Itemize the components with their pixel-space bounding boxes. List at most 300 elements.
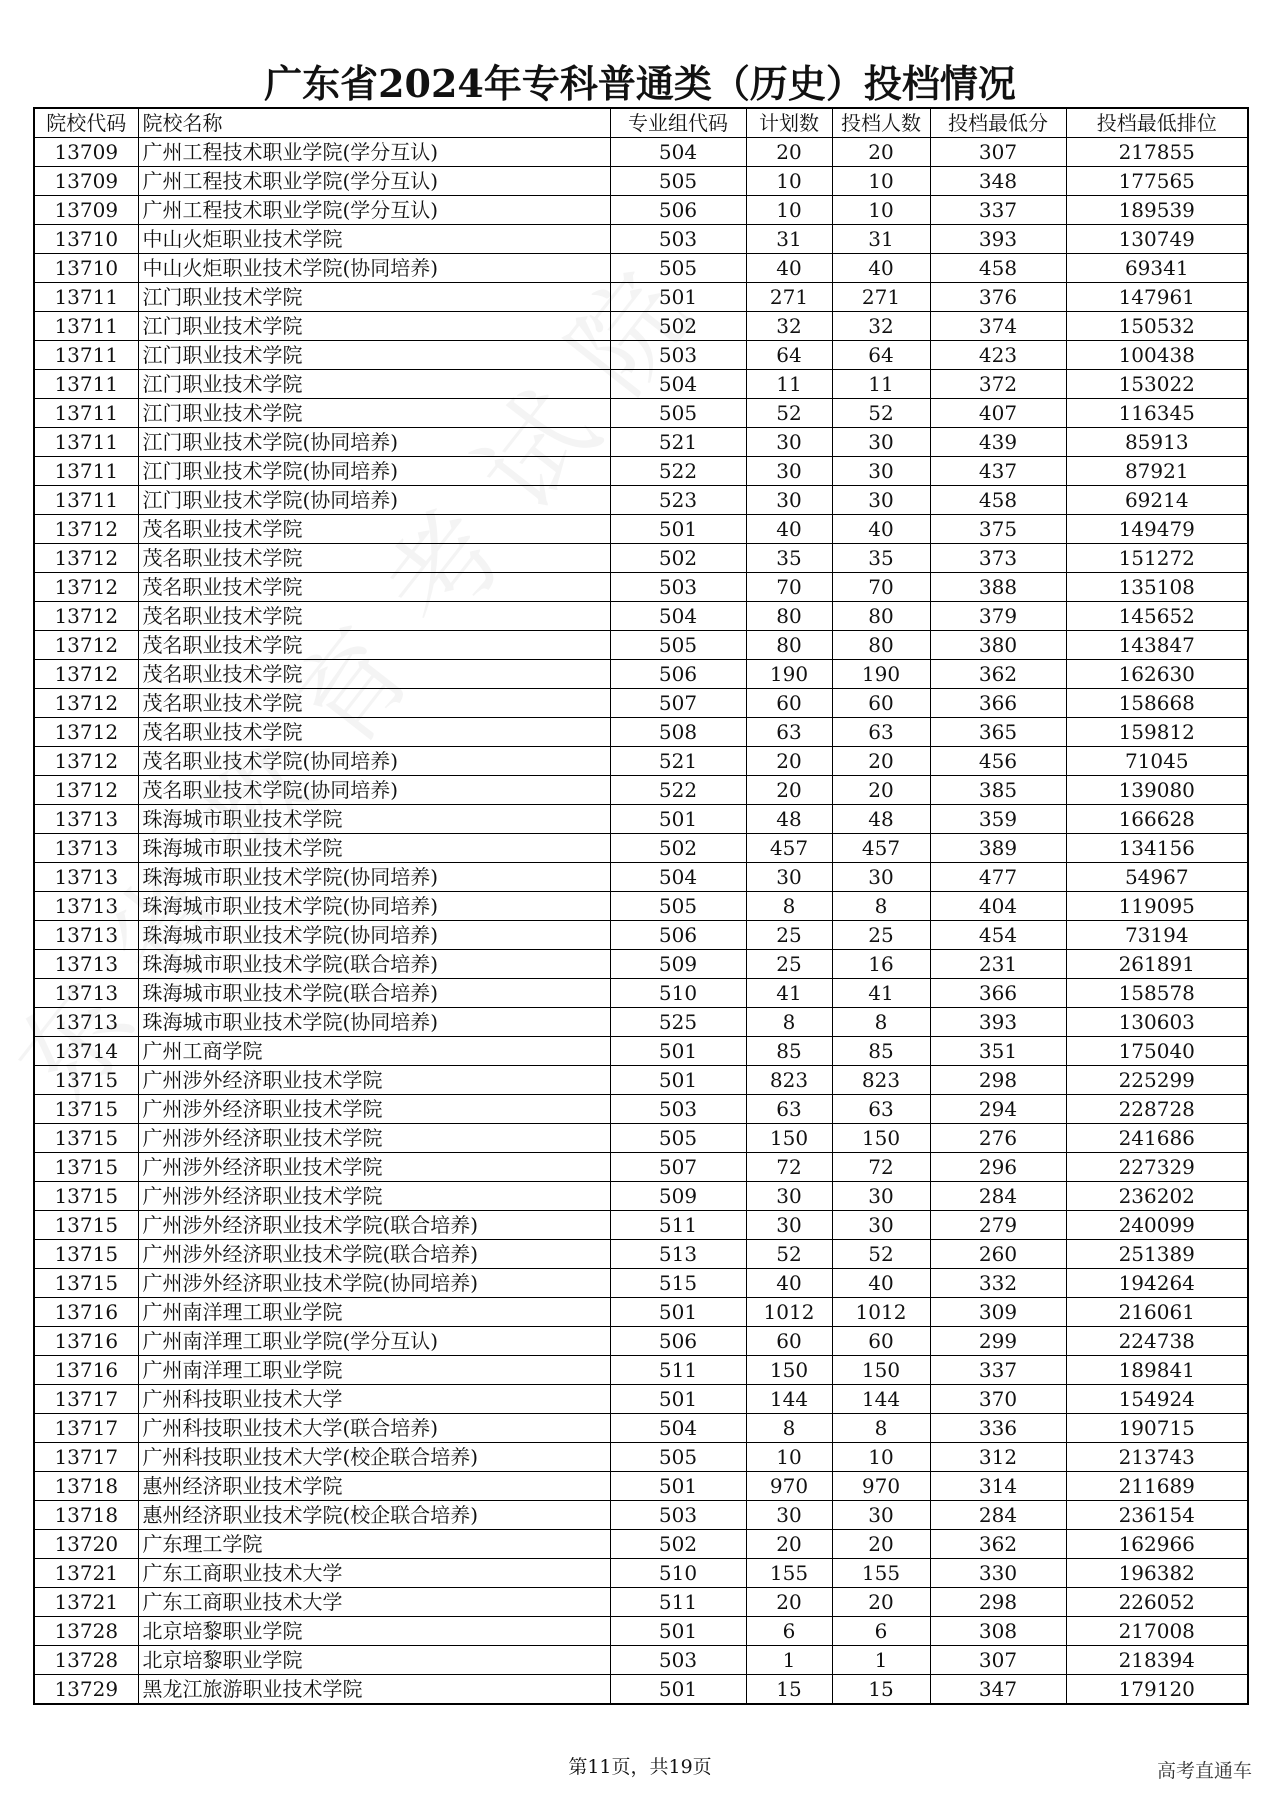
- table-row: [34, 1037, 1248, 1066]
- cell-school-name: 广州南洋理工职业学院: [138, 1356, 610, 1385]
- cell-min-score: 314: [930, 1472, 1066, 1501]
- cell-min-score: 389: [930, 834, 1066, 863]
- cell-school-code: 13713: [34, 892, 138, 921]
- cell-plan-count: 80: [746, 631, 832, 660]
- cell-min-rank: 177565: [1066, 167, 1248, 196]
- cell-plan-count: 271: [746, 283, 832, 312]
- cell-group-code: 501: [610, 515, 746, 544]
- cell-group-code: 522: [610, 457, 746, 486]
- cell-admitted-count: 150: [832, 1124, 930, 1153]
- cell-min-score: 454: [930, 921, 1066, 950]
- cell-min-score: 336: [930, 1414, 1066, 1443]
- table-row: [34, 1530, 1248, 1559]
- cell-admitted-count: 63: [832, 718, 930, 747]
- table-row: [34, 486, 1248, 515]
- cell-school-code: 13717: [34, 1414, 138, 1443]
- cell-admitted-count: 1: [832, 1646, 930, 1675]
- cell-plan-count: 823: [746, 1066, 832, 1095]
- cell-school-code: 13712: [34, 631, 138, 660]
- cell-admitted-count: 80: [832, 631, 930, 660]
- cell-min-rank: 218394: [1066, 1646, 1248, 1675]
- cell-min-score: 458: [930, 254, 1066, 283]
- cell-min-score: 276: [930, 1124, 1066, 1153]
- cell-min-score: 312: [930, 1443, 1066, 1472]
- cell-group-code: 504: [610, 1414, 746, 1443]
- cell-min-score: 388: [930, 573, 1066, 602]
- cell-admitted-count: 31: [832, 225, 930, 254]
- cell-group-code: 504: [610, 370, 746, 399]
- cell-school-code: 13712: [34, 602, 138, 631]
- cell-min-rank: 189539: [1066, 196, 1248, 225]
- cell-plan-count: 1012: [746, 1298, 832, 1327]
- cell-plan-count: 41: [746, 979, 832, 1008]
- cell-min-rank: 226052: [1066, 1588, 1248, 1617]
- table-row: [34, 1443, 1248, 1472]
- cell-admitted-count: 10: [832, 196, 930, 225]
- header-min-score: 投档最低分: [930, 108, 1066, 138]
- table-row: [34, 457, 1248, 486]
- cell-plan-count: 155: [746, 1559, 832, 1588]
- cell-admitted-count: 30: [832, 486, 930, 515]
- table-row: [34, 225, 1248, 254]
- cell-min-score: 307: [930, 1646, 1066, 1675]
- table-row: [34, 1472, 1248, 1501]
- cell-admitted-count: 20: [832, 1530, 930, 1559]
- cell-school-name: 广州涉外经济职业技术学院(联合培养): [138, 1240, 610, 1269]
- cell-school-code: 13711: [34, 370, 138, 399]
- cell-admitted-count: 30: [832, 1211, 930, 1240]
- cell-school-code: 13716: [34, 1356, 138, 1385]
- cell-min-rank: 211689: [1066, 1472, 1248, 1501]
- table-row: [34, 660, 1248, 689]
- cell-min-rank: 100438: [1066, 341, 1248, 370]
- table-row: [34, 254, 1248, 283]
- cell-school-name: 惠州经济职业技术学院(校企联合培养): [138, 1501, 610, 1530]
- table-row: [34, 979, 1248, 1008]
- cell-school-name: 珠海城市职业技术学院(协同培养): [138, 892, 610, 921]
- cell-group-code: 503: [610, 341, 746, 370]
- cell-plan-count: 30: [746, 1211, 832, 1240]
- table-row: [34, 718, 1248, 747]
- cell-school-code: 13714: [34, 1037, 138, 1066]
- cell-school-code: 13713: [34, 921, 138, 950]
- cell-min-rank: 147961: [1066, 283, 1248, 312]
- cell-admitted-count: 40: [832, 1269, 930, 1298]
- cell-school-name: 北京培黎职业学院: [138, 1617, 610, 1646]
- cell-school-code: 13718: [34, 1501, 138, 1530]
- cell-min-score: 351: [930, 1037, 1066, 1066]
- header-school-code: 院校代码: [34, 108, 138, 138]
- cell-min-score: 376: [930, 283, 1066, 312]
- cell-admitted-count: 35: [832, 544, 930, 573]
- cell-min-score: 362: [930, 660, 1066, 689]
- cell-group-code: 502: [610, 312, 746, 341]
- cell-school-name: 广州涉外经济职业技术学院: [138, 1124, 610, 1153]
- cell-min-score: 372: [930, 370, 1066, 399]
- table-row: [34, 399, 1248, 428]
- cell-school-code: 13716: [34, 1327, 138, 1356]
- cell-min-rank: 158668: [1066, 689, 1248, 718]
- cell-school-name: 茂名职业技术学院: [138, 689, 610, 718]
- table-row: [34, 863, 1248, 892]
- cell-school-code: 13715: [34, 1095, 138, 1124]
- cell-group-code: 504: [610, 863, 746, 892]
- cell-min-rank: 69341: [1066, 254, 1248, 283]
- cell-min-score: 393: [930, 1008, 1066, 1037]
- cell-admitted-count: 20: [832, 776, 930, 805]
- cell-min-score: 284: [930, 1182, 1066, 1211]
- cell-school-code: 13713: [34, 979, 138, 1008]
- table-row: [34, 776, 1248, 805]
- cell-school-name: 广东理工学院: [138, 1530, 610, 1559]
- table-row: [34, 167, 1248, 196]
- cell-school-name: 江门职业技术学院(协同培养): [138, 486, 610, 515]
- cell-plan-count: 60: [746, 1327, 832, 1356]
- page-number: 第11页，共19页: [568, 1756, 712, 1778]
- cell-group-code: 505: [610, 254, 746, 283]
- cell-min-rank: 149479: [1066, 515, 1248, 544]
- table-row: [34, 1646, 1248, 1675]
- cell-school-name: 广州涉外经济职业技术学院: [138, 1153, 610, 1182]
- header-plan-count: 计划数: [746, 108, 832, 138]
- cell-school-code: 13717: [34, 1443, 138, 1472]
- cell-min-rank: 213743: [1066, 1443, 1248, 1472]
- cell-school-name: 茂名职业技术学院: [138, 573, 610, 602]
- cell-min-rank: 150532: [1066, 312, 1248, 341]
- cell-min-rank: 251389: [1066, 1240, 1248, 1269]
- admission-table: [33, 107, 1249, 1705]
- table-row: [34, 689, 1248, 718]
- table-row: [34, 602, 1248, 631]
- cell-min-score: 309: [930, 1298, 1066, 1327]
- cell-school-code: 13712: [34, 776, 138, 805]
- cell-min-score: 294: [930, 1095, 1066, 1124]
- cell-group-code: 504: [610, 138, 746, 167]
- cell-min-score: 337: [930, 1356, 1066, 1385]
- cell-admitted-count: 30: [832, 863, 930, 892]
- table-row: [34, 1327, 1248, 1356]
- cell-admitted-count: 30: [832, 1182, 930, 1211]
- cell-min-score: 379: [930, 602, 1066, 631]
- cell-school-name: 中山火炬职业技术学院: [138, 225, 610, 254]
- cell-plan-count: 85: [746, 1037, 832, 1066]
- cell-school-code: 13710: [34, 225, 138, 254]
- cell-plan-count: 190: [746, 660, 832, 689]
- cell-plan-count: 52: [746, 399, 832, 428]
- cell-plan-count: 6: [746, 1617, 832, 1646]
- table-row: [34, 138, 1248, 167]
- cell-school-name: 惠州经济职业技术学院: [138, 1472, 610, 1501]
- cell-school-code: 13713: [34, 834, 138, 863]
- cell-admitted-count: 190: [832, 660, 930, 689]
- cell-min-score: 370: [930, 1385, 1066, 1414]
- cell-min-rank: 196382: [1066, 1559, 1248, 1588]
- cell-school-name: 江门职业技术学院: [138, 312, 610, 341]
- cell-min-rank: 227329: [1066, 1153, 1248, 1182]
- cell-school-code: 13721: [34, 1588, 138, 1617]
- cell-plan-count: 8: [746, 1414, 832, 1443]
- cell-school-name: 茂名职业技术学院: [138, 631, 610, 660]
- cell-min-rank: 119095: [1066, 892, 1248, 921]
- cell-school-name: 广州涉外经济职业技术学院(联合培养): [138, 1211, 610, 1240]
- cell-plan-count: 10: [746, 167, 832, 196]
- cell-min-score: 231: [930, 950, 1066, 979]
- cell-group-code: 525: [610, 1008, 746, 1037]
- table-row: [34, 544, 1248, 573]
- table-row: [34, 1588, 1248, 1617]
- cell-school-code: 13715: [34, 1240, 138, 1269]
- cell-min-score: 439: [930, 428, 1066, 457]
- cell-school-name: 珠海城市职业技术学院(协同培养): [138, 863, 610, 892]
- cell-group-code: 523: [610, 486, 746, 515]
- brand-label: 高考直通车: [1156, 1760, 1252, 1782]
- cell-admitted-count: 70: [832, 573, 930, 602]
- cell-school-code: 13713: [34, 805, 138, 834]
- cell-min-rank: 175040: [1066, 1037, 1248, 1066]
- cell-admitted-count: 144: [832, 1385, 930, 1414]
- cell-school-code: 13717: [34, 1385, 138, 1414]
- cell-min-score: 423: [930, 341, 1066, 370]
- cell-plan-count: 10: [746, 1443, 832, 1472]
- page-title: 广东省2024年专科普通类（历史）投档情况: [264, 61, 1016, 106]
- cell-min-rank: 166628: [1066, 805, 1248, 834]
- cell-group-code: 503: [610, 225, 746, 254]
- cell-min-rank: 130749: [1066, 225, 1248, 254]
- header-school-name: 院校名称: [138, 108, 610, 138]
- cell-min-rank: 151272: [1066, 544, 1248, 573]
- cell-min-rank: 162630: [1066, 660, 1248, 689]
- cell-min-rank: 73194: [1066, 921, 1248, 950]
- cell-min-rank: 135108: [1066, 573, 1248, 602]
- cell-school-name: 北京培黎职业学院: [138, 1646, 610, 1675]
- cell-school-code: 13711: [34, 283, 138, 312]
- cell-admitted-count: 6: [832, 1617, 930, 1646]
- cell-min-rank: 236154: [1066, 1501, 1248, 1530]
- cell-group-code: 509: [610, 1182, 746, 1211]
- cell-plan-count: 40: [746, 254, 832, 283]
- cell-plan-count: 30: [746, 1501, 832, 1530]
- cell-admitted-count: 41: [832, 979, 930, 1008]
- cell-admitted-count: 80: [832, 602, 930, 631]
- cell-plan-count: 52: [746, 1240, 832, 1269]
- cell-min-score: 330: [930, 1559, 1066, 1588]
- cell-admitted-count: 155: [832, 1559, 930, 1588]
- cell-group-code: 505: [610, 1443, 746, 1472]
- cell-min-rank: 190715: [1066, 1414, 1248, 1443]
- cell-min-score: 348: [930, 167, 1066, 196]
- cell-school-name: 中山火炬职业技术学院(协同培养): [138, 254, 610, 283]
- cell-school-code: 13720: [34, 1530, 138, 1559]
- cell-school-code: 13718: [34, 1472, 138, 1501]
- table-row: [34, 341, 1248, 370]
- cell-plan-count: 72: [746, 1153, 832, 1182]
- cell-school-code: 13711: [34, 457, 138, 486]
- cell-group-code: 501: [610, 1066, 746, 1095]
- cell-admitted-count: 85: [832, 1037, 930, 1066]
- table-row: [34, 805, 1248, 834]
- cell-group-code: 507: [610, 689, 746, 718]
- cell-admitted-count: 10: [832, 167, 930, 196]
- cell-school-name: 黑龙江旅游职业技术学院: [138, 1675, 610, 1705]
- table-row: [34, 1617, 1248, 1646]
- table-row: [34, 1124, 1248, 1153]
- cell-school-code: 13715: [34, 1182, 138, 1211]
- cell-group-code: 508: [610, 718, 746, 747]
- cell-min-score: 284: [930, 1501, 1066, 1530]
- cell-admitted-count: 63: [832, 1095, 930, 1124]
- cell-min-score: 337: [930, 196, 1066, 225]
- table-row: [34, 892, 1248, 921]
- cell-min-score: 374: [930, 312, 1066, 341]
- cell-school-code: 13712: [34, 573, 138, 602]
- cell-admitted-count: 271: [832, 283, 930, 312]
- cell-school-code: 13715: [34, 1066, 138, 1095]
- header-admitted-count: 投档人数: [832, 108, 930, 138]
- cell-school-code: 13709: [34, 167, 138, 196]
- cell-school-code: 13711: [34, 486, 138, 515]
- cell-admitted-count: 30: [832, 428, 930, 457]
- table-row: [34, 312, 1248, 341]
- cell-plan-count: 150: [746, 1124, 832, 1153]
- cell-min-rank: 69214: [1066, 486, 1248, 515]
- cell-school-code: 13712: [34, 515, 138, 544]
- cell-min-score: 366: [930, 979, 1066, 1008]
- cell-school-name: 广州科技职业技术大学(联合培养): [138, 1414, 610, 1443]
- cell-min-rank: 217855: [1066, 138, 1248, 167]
- cell-min-rank: 143847: [1066, 631, 1248, 660]
- cell-school-name: 广州南洋理工职业学院: [138, 1298, 610, 1327]
- cell-school-code: 13715: [34, 1153, 138, 1182]
- table-row: [34, 1153, 1248, 1182]
- cell-admitted-count: 8: [832, 892, 930, 921]
- table-row: [34, 196, 1248, 225]
- cell-plan-count: 20: [746, 138, 832, 167]
- cell-admitted-count: 40: [832, 254, 930, 283]
- cell-admitted-count: 457: [832, 834, 930, 863]
- cell-school-name: 珠海城市职业技术学院(联合培养): [138, 979, 610, 1008]
- cell-plan-count: 25: [746, 950, 832, 979]
- cell-school-name: 茂名职业技术学院: [138, 515, 610, 544]
- cell-group-code: 522: [610, 776, 746, 805]
- cell-group-code: 503: [610, 1095, 746, 1124]
- cell-min-rank: 217008: [1066, 1617, 1248, 1646]
- cell-min-rank: 154924: [1066, 1385, 1248, 1414]
- cell-school-name: 广州工程技术职业学院(学分互认): [138, 196, 610, 225]
- table-row: [34, 834, 1248, 863]
- table-row: [34, 1066, 1248, 1095]
- table-row: [34, 573, 1248, 602]
- cell-min-rank: 216061: [1066, 1298, 1248, 1327]
- cell-plan-count: 80: [746, 602, 832, 631]
- cell-group-code: 505: [610, 167, 746, 196]
- cell-plan-count: 20: [746, 747, 832, 776]
- cell-plan-count: 15: [746, 1675, 832, 1705]
- cell-group-code: 501: [610, 1385, 746, 1414]
- cell-group-code: 502: [610, 834, 746, 863]
- cell-school-code: 13715: [34, 1124, 138, 1153]
- cell-plan-count: 30: [746, 428, 832, 457]
- table-row: [34, 515, 1248, 544]
- cell-admitted-count: 20: [832, 138, 930, 167]
- cell-min-rank: 116345: [1066, 399, 1248, 428]
- cell-group-code: 505: [610, 892, 746, 921]
- cell-group-code: 504: [610, 602, 746, 631]
- cell-plan-count: 8: [746, 892, 832, 921]
- cell-group-code: 511: [610, 1356, 746, 1385]
- cell-group-code: 509: [610, 950, 746, 979]
- table-row: [34, 1385, 1248, 1414]
- cell-min-score: 279: [930, 1211, 1066, 1240]
- cell-min-score: 404: [930, 892, 1066, 921]
- table-row: [34, 1501, 1248, 1530]
- table-row: [34, 1240, 1248, 1269]
- cell-school-name: 茂名职业技术学院: [138, 718, 610, 747]
- cell-min-rank: 261891: [1066, 950, 1248, 979]
- cell-admitted-count: 20: [832, 747, 930, 776]
- cell-min-score: 373: [930, 544, 1066, 573]
- cell-school-code: 13715: [34, 1211, 138, 1240]
- cell-school-code: 13712: [34, 718, 138, 747]
- table-row: [34, 1211, 1248, 1240]
- cell-school-code: 13728: [34, 1646, 138, 1675]
- cell-school-code: 13716: [34, 1298, 138, 1327]
- cell-min-score: 298: [930, 1588, 1066, 1617]
- cell-school-name: 茂名职业技术学院: [138, 544, 610, 573]
- cell-plan-count: 10: [746, 196, 832, 225]
- cell-school-code: 13710: [34, 254, 138, 283]
- cell-min-score: 365: [930, 718, 1066, 747]
- cell-plan-count: 20: [746, 1588, 832, 1617]
- table-row: [34, 1298, 1248, 1327]
- cell-school-name: 茂名职业技术学院: [138, 602, 610, 631]
- cell-school-code: 13721: [34, 1559, 138, 1588]
- cell-admitted-count: 10: [832, 1443, 930, 1472]
- cell-plan-count: 30: [746, 457, 832, 486]
- cell-school-name: 广州科技职业技术大学(校企联合培养): [138, 1443, 610, 1472]
- cell-admitted-count: 72: [832, 1153, 930, 1182]
- cell-min-rank: 54967: [1066, 863, 1248, 892]
- cell-min-rank: 224738: [1066, 1327, 1248, 1356]
- cell-school-name: 广州南洋理工职业学院(学分互认): [138, 1327, 610, 1356]
- cell-group-code: 505: [610, 631, 746, 660]
- cell-plan-count: 144: [746, 1385, 832, 1414]
- table-row: [34, 1182, 1248, 1211]
- cell-min-rank: 145652: [1066, 602, 1248, 631]
- cell-admitted-count: 32: [832, 312, 930, 341]
- cell-min-rank: 189841: [1066, 1356, 1248, 1385]
- cell-school-name: 茂名职业技术学院(协同培养): [138, 747, 610, 776]
- cell-min-rank: 194264: [1066, 1269, 1248, 1298]
- cell-plan-count: 60: [746, 689, 832, 718]
- cell-school-name: 广州涉外经济职业技术学院: [138, 1066, 610, 1095]
- header-min-rank: 投档最低排位: [1066, 108, 1248, 138]
- cell-school-name: 茂名职业技术学院: [138, 660, 610, 689]
- cell-min-score: 347: [930, 1675, 1066, 1705]
- table-row: [34, 1269, 1248, 1298]
- table-header-row: [34, 108, 1248, 138]
- cell-min-score: 299: [930, 1327, 1066, 1356]
- cell-school-name: 珠海城市职业技术学院: [138, 805, 610, 834]
- cell-admitted-count: 64: [832, 341, 930, 370]
- cell-min-score: 260: [930, 1240, 1066, 1269]
- cell-plan-count: 48: [746, 805, 832, 834]
- cell-admitted-count: 20: [832, 1588, 930, 1617]
- cell-min-rank: 158578: [1066, 979, 1248, 1008]
- cell-group-code: 501: [610, 1617, 746, 1646]
- cell-min-score: 298: [930, 1066, 1066, 1095]
- cell-school-code: 13728: [34, 1617, 138, 1646]
- cell-plan-count: 35: [746, 544, 832, 573]
